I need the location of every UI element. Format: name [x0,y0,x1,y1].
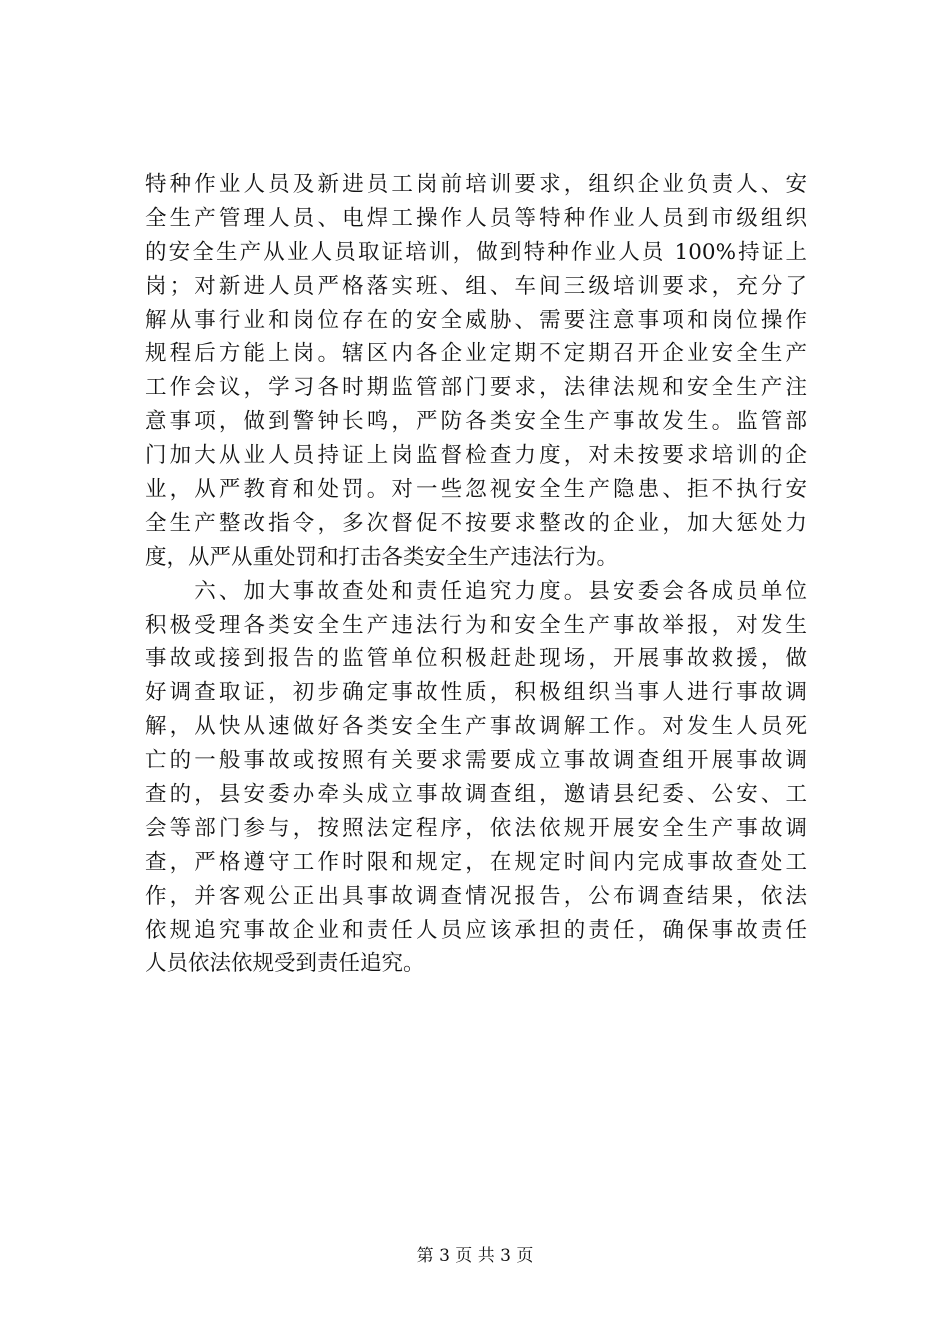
text-line: 六、加大事故查处和责任追究力度。县安委会各成员单位 [145,578,807,604]
page-number-footer: 第 3 页 共 3 页 [416,1246,534,1266]
text-line: 岗；对新进人员严格落实班、组、车间三级培训要求，充分了 [145,273,807,299]
text-line: 业，从严教育和处罚。对一些忽视安全生产隐患、拒不执行安 [145,477,807,503]
text-line: 好调查取证，初步确定事故性质，积极组织当事人进行事故调 [145,680,807,706]
text-line: 事故或接到报告的监管单位积极赶赴现场，开展事故救援，做 [145,646,807,672]
text-line: 查的，县安委办牵头成立事故调查组，邀请县纪委、公安、工 [145,782,807,808]
body-text [145,168,807,981]
text-line: 作，并客观公正出具事故调查情况报告，公布调查结果，依法 [145,883,807,909]
text-line: 查，严格遵守工作时限和规定，在规定时间内完成事故查处工 [145,849,807,875]
text-line: 解从事行业和岗位存在的安全威胁、需要注意事项和岗位操作 [145,307,807,333]
text-line: 依规追究事故企业和责任人员应该承担的责任，确保事故责任 [145,917,807,943]
text-line: 工作会议，学习各时期监管部门要求，法律法规和安全生产注 [145,375,807,401]
text-line: 全生产整改指令，多次督促不按要求整改的企业，加大惩处力 [145,510,807,536]
text-line: 解，从快从速做好各类安全生产事故调解工作。对发生人员死 [145,714,807,740]
text-line: 会等部门参与，按照法定程序，依法依规开展安全生产事故调 [145,815,807,841]
text-line: 特种作业人员及新进员工岗前培训要求，组织企业负责人、安 [145,172,807,197]
text-line: 度，从严从重处罚和打击各类安全生产违法行为。 [145,544,619,570]
text-line: 的安全生产从业人员取证培训，做到特种作业人员 100%持证上 [145,239,807,265]
text-line: 全生产管理人员、电焊工操作人员等特种作业人员到市级组织 [145,205,807,231]
text-line: 积极受理各类安全生产违法行为和安全生产事故举报，对发生 [145,612,807,638]
text-line: 门加大从业人员持证上岗监督检查力度，对未按要求培训的企 [145,443,807,469]
text-line: 规程后方能上岗。辖区内各企业定期不定期召开企业安全生产 [145,341,807,367]
text-line: 亡的一般事故或按照有关要求需要成立事故调查组开展事故调 [145,748,807,774]
text-line: 人员依法依规受到责任追究。 [145,951,425,977]
text-line: 意事项，做到警钟长鸣，严防各类安全生产事故发生。监管部 [145,409,807,435]
